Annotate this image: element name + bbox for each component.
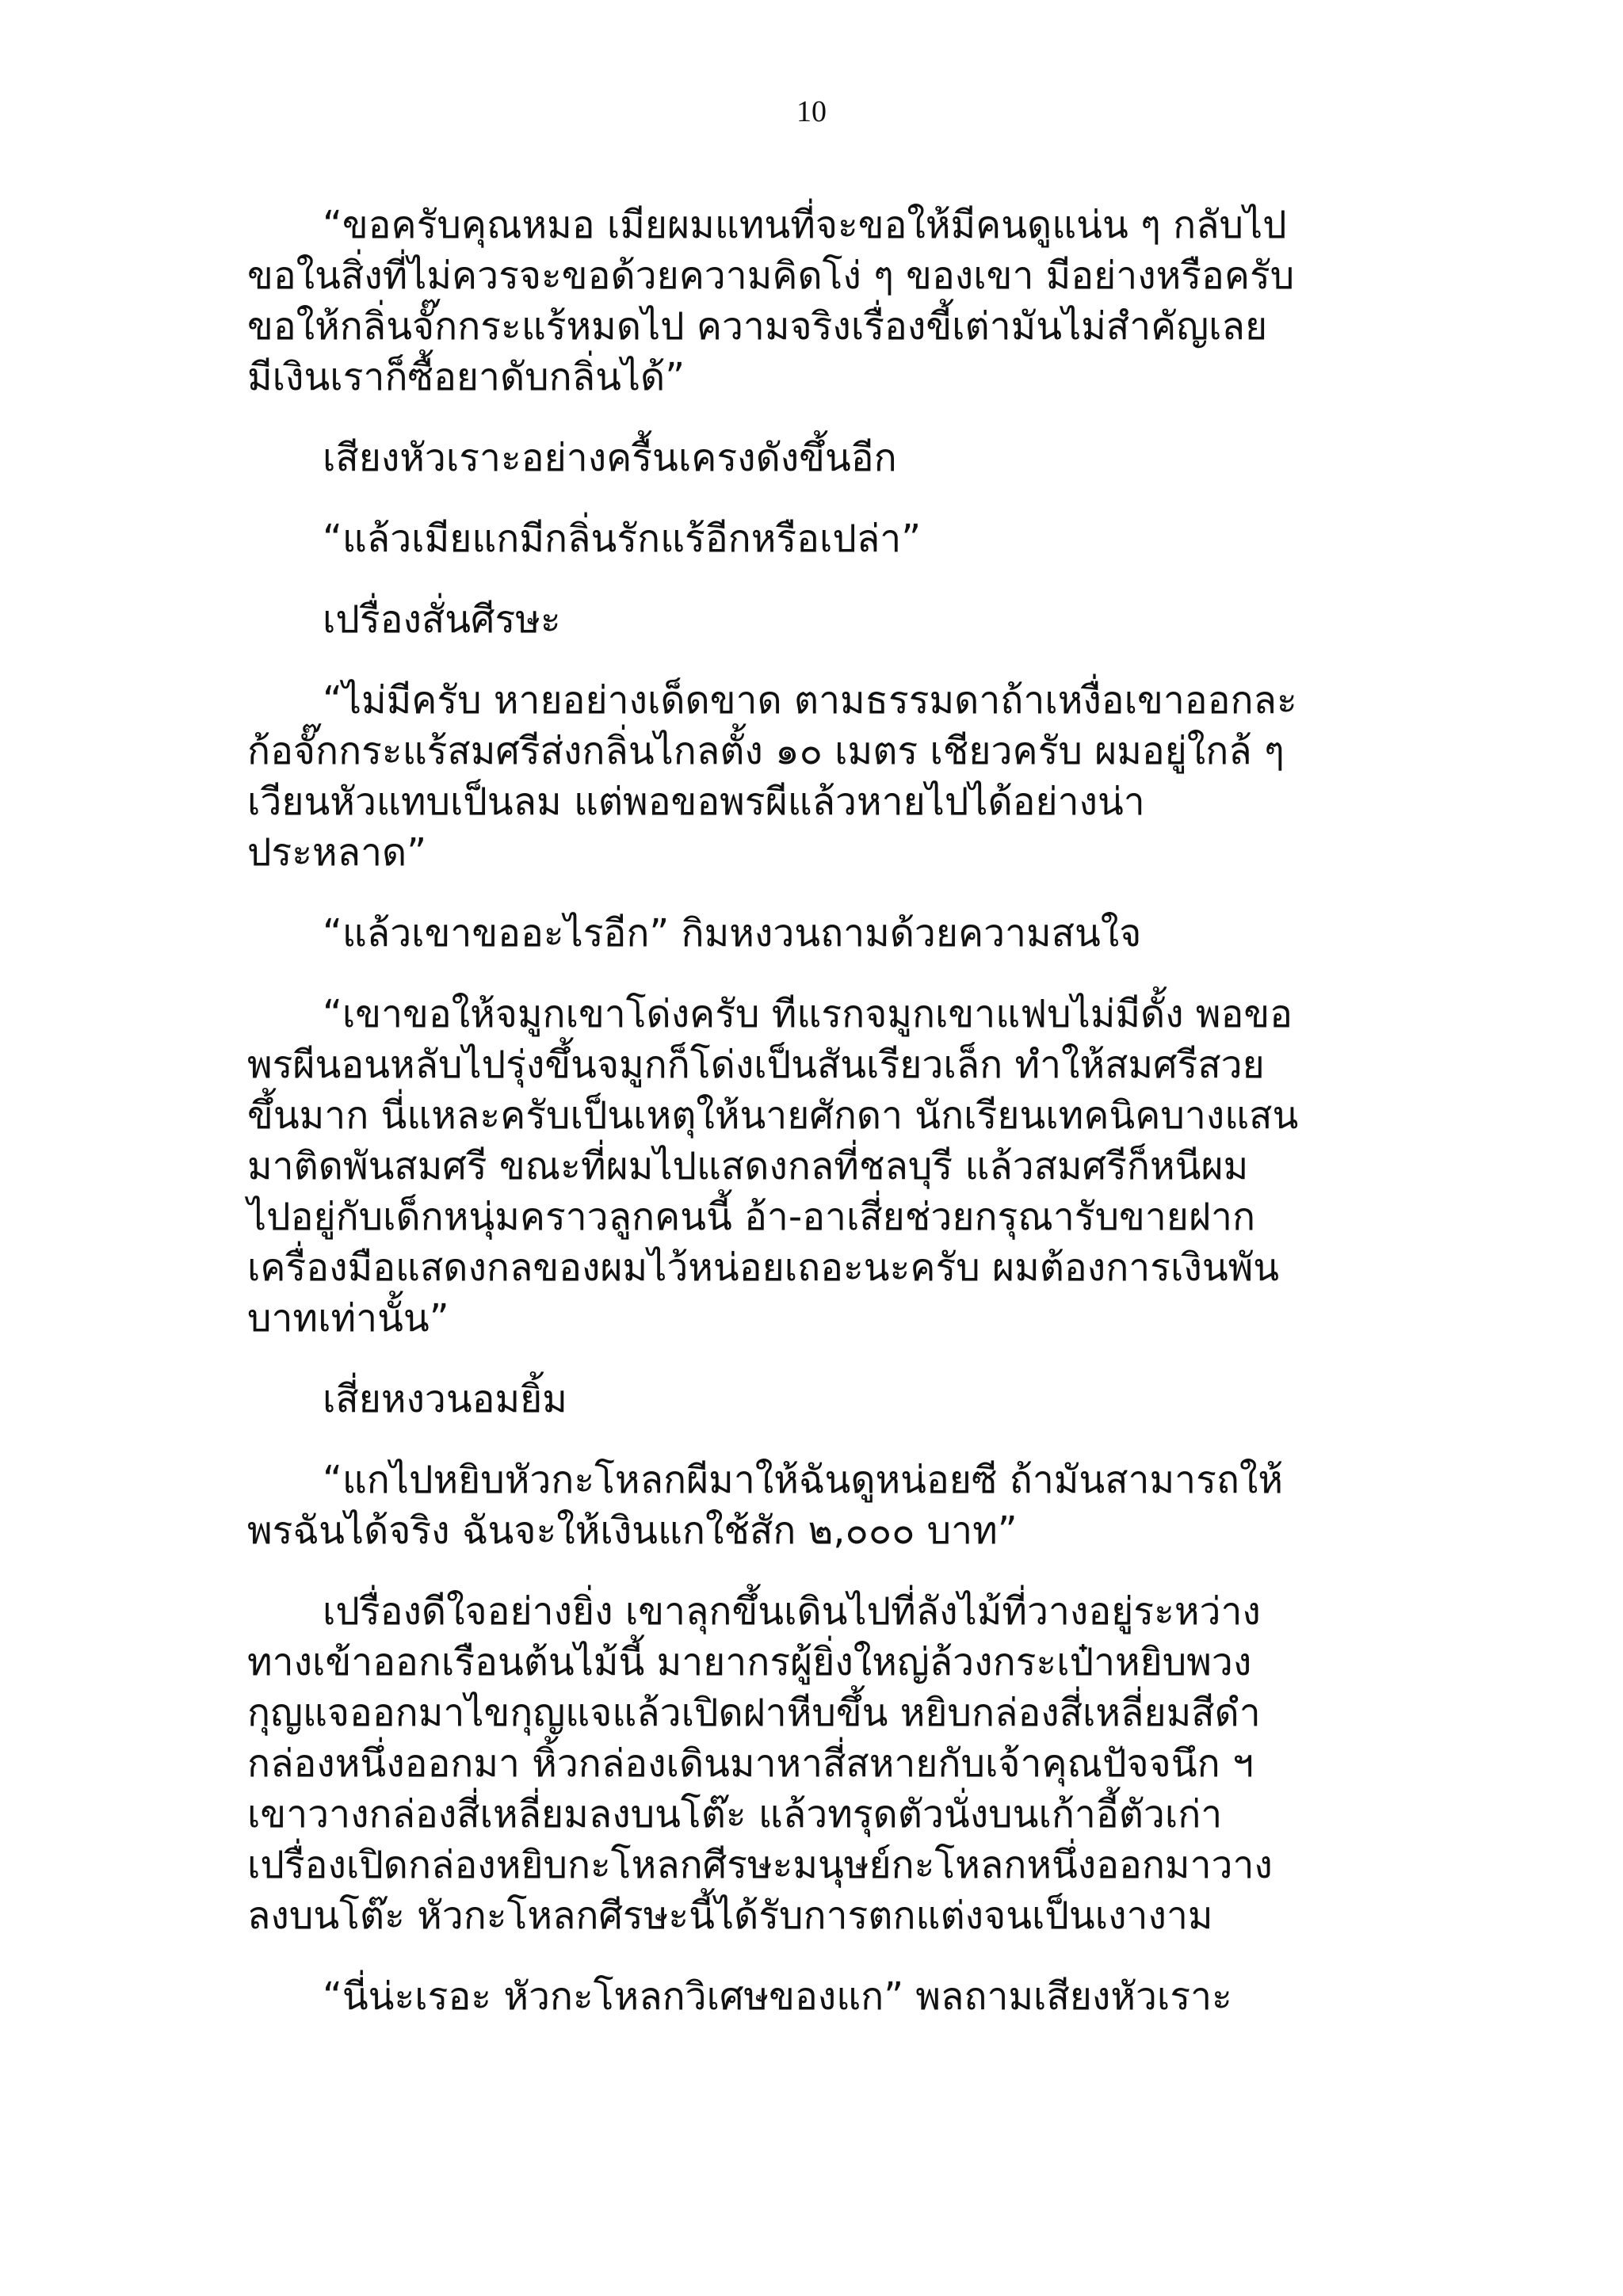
paragraph-2 <box>247 433 1395 483</box>
text-line: ก้อจั๊กกระแร้สมศรีส่งกลิ่นไกลตั้ง ๑๐ เมตร เชียวครับ ผมอยู่ใกล้ ๆ <box>247 729 1285 773</box>
page-number: 10 <box>796 95 827 128</box>
text-line: มาติดพันสมศรี ขณะที่ผมไปแสดงกลที่ชลบุรี แล้วสมศรีก็หนีผม <box>247 1144 1249 1188</box>
text-line: “นี่น่ะเรอะ หัวกะโหลกวิเศษของแก” พลถามเสียงหัวเราะ <box>323 1974 1232 2019</box>
paragraph-6 <box>247 908 1395 959</box>
text-line: “เขาขอให้จมูกเขาโด่งครับ ทีแรกจมูกเขาแฟบไม่มีดั้ง พอขอ <box>323 992 1293 1036</box>
paragraph-3 <box>247 513 1395 564</box>
text-line: “แล้วเขาขออะไรอีก” กิมหงวนถามด้วยความสนใจ <box>323 911 1142 955</box>
paragraph-7 <box>247 989 1395 1344</box>
text-line: พรฉันได้จริง ฉันจะให้เงินแกใช้สัก ๒,๐๐๐ บาท” <box>247 1508 1018 1553</box>
paragraph-8 <box>247 1374 1395 1425</box>
text-line: “แกไปหยิบหัวกะโหลกผีมาให้ฉันดูหน่อยซี ถ้ามันสามารถให้ <box>323 1458 1283 1502</box>
paragraph-4 <box>247 594 1395 645</box>
text-line: “ไม่มีครับ หายอย่างเด็ดขาด ตามธรรมดาถ้าเหงื่อเขาออกละ <box>323 678 1297 723</box>
text-line: เสียงหัวเราะอย่างครื้นเครงดังขึ้นอีก <box>323 436 897 480</box>
paragraph-10 <box>247 1586 1395 1941</box>
text-line: พรผีนอนหลับไปรุ่งขึ้นจมูกก็โด่งเป็นสันเรียวเล็ก ทำให้สมศรีสวย <box>247 1043 1265 1087</box>
text-line: ขอในสิ่งที่ไม่ควรจะขอด้วยความคิดโง่ ๆ ของเขา มีอย่างหรือครับ <box>247 254 1295 298</box>
text-line: ขึ้นมาก นี่แหละครับเป็นเหตุให้นายศักดา นักเรียนเทคนิคบางแสน <box>247 1093 1299 1138</box>
text-line: เสี่ยหงวนอมยิ้ม <box>323 1377 567 1421</box>
text-line: ประหลาด” <box>247 830 427 875</box>
text-line: ลงบนโต๊ะ หัวกะโหลกศีรษะนี้ได้รับการตกแต่งจนเป็นเงางาม <box>247 1894 1213 1938</box>
text-line: “ขอครับคุณหมอ เมียผมแทนที่จะขอให้มีคนดูแน่น ๆ กลับไป <box>323 203 1287 247</box>
body-text <box>247 200 1395 2052</box>
text-line: เปรื่องสั่นศีรษะ <box>323 597 561 642</box>
text-line: มีเงินเราก็ซื้อยาดับกลิ่นได้” <box>247 355 685 399</box>
text-line: เครื่องมือแสดงกลของผมไว้หน่อยเถอะนะครับ ผมต้องการเงินพัน <box>247 1245 1280 1290</box>
text-line: เปรื่องเปิดกล่องหยิบกะโหลกศีรษะมนุษย์กะโหลกหนึ่งออกมาวาง <box>247 1843 1273 1887</box>
paragraph-1 <box>247 200 1395 402</box>
text-line: กุญแจออกมาไขกุญแจแล้วเปิดฝาหีบขึ้น หยิบกล่องสี่เหลี่ยมสีดำ <box>247 1691 1261 1735</box>
paragraph-11 <box>247 1971 1395 2022</box>
text-line: กล่องหนึ่งออกมา หิ้วกล่องเดินมาหาสี่สหายกับเจ้าคุณปัจจนึก ฯ <box>247 1741 1254 1786</box>
paragraph-9 <box>247 1455 1395 1556</box>
text-line: บาทเท่านั้น” <box>247 1296 449 1341</box>
paragraph-5 <box>247 675 1395 878</box>
text-line: เปรื่องดีใจอย่างยิ่ง เขาลุกขึ้นเดินไปที่ลังไม้ที่วางอยู่ระหว่าง <box>323 1589 1261 1634</box>
text-line: ขอให้กลิ่นจั๊กกระแร้หมดไป ความจริงเรื่องขี้เต่ามันไม่สำคัญเลย <box>247 304 1268 349</box>
text-line: ไปอยู่กับเด็กหนุ่มคราวลูกคนนี้ อ้า-อาเสี่ยช่วยกรุณารับขายฝาก <box>247 1195 1256 1239</box>
text-line: ทางเข้าออกเรือนต้นไม้นี้ มายากรผู้ยิ่งใหญ่ล้วงกระเป๋าหยิบพวง <box>247 1640 1252 1684</box>
text-line: เวียนหัวแทบเป็นลม แต่พอขอพรผีแล้วหายไปได้อย่างน่า <box>247 780 1145 824</box>
text-line: “แล้วเมียแกมีกลิ่นรักแร้อีกหรือเปล่า” <box>323 517 922 561</box>
text-line: เขาวางกล่องสี่เหลี่ยมลงบนโต๊ะ แล้วทรุดตัวนั่งบนเก้าอี้ตัวเก่า <box>247 1792 1223 1836</box>
